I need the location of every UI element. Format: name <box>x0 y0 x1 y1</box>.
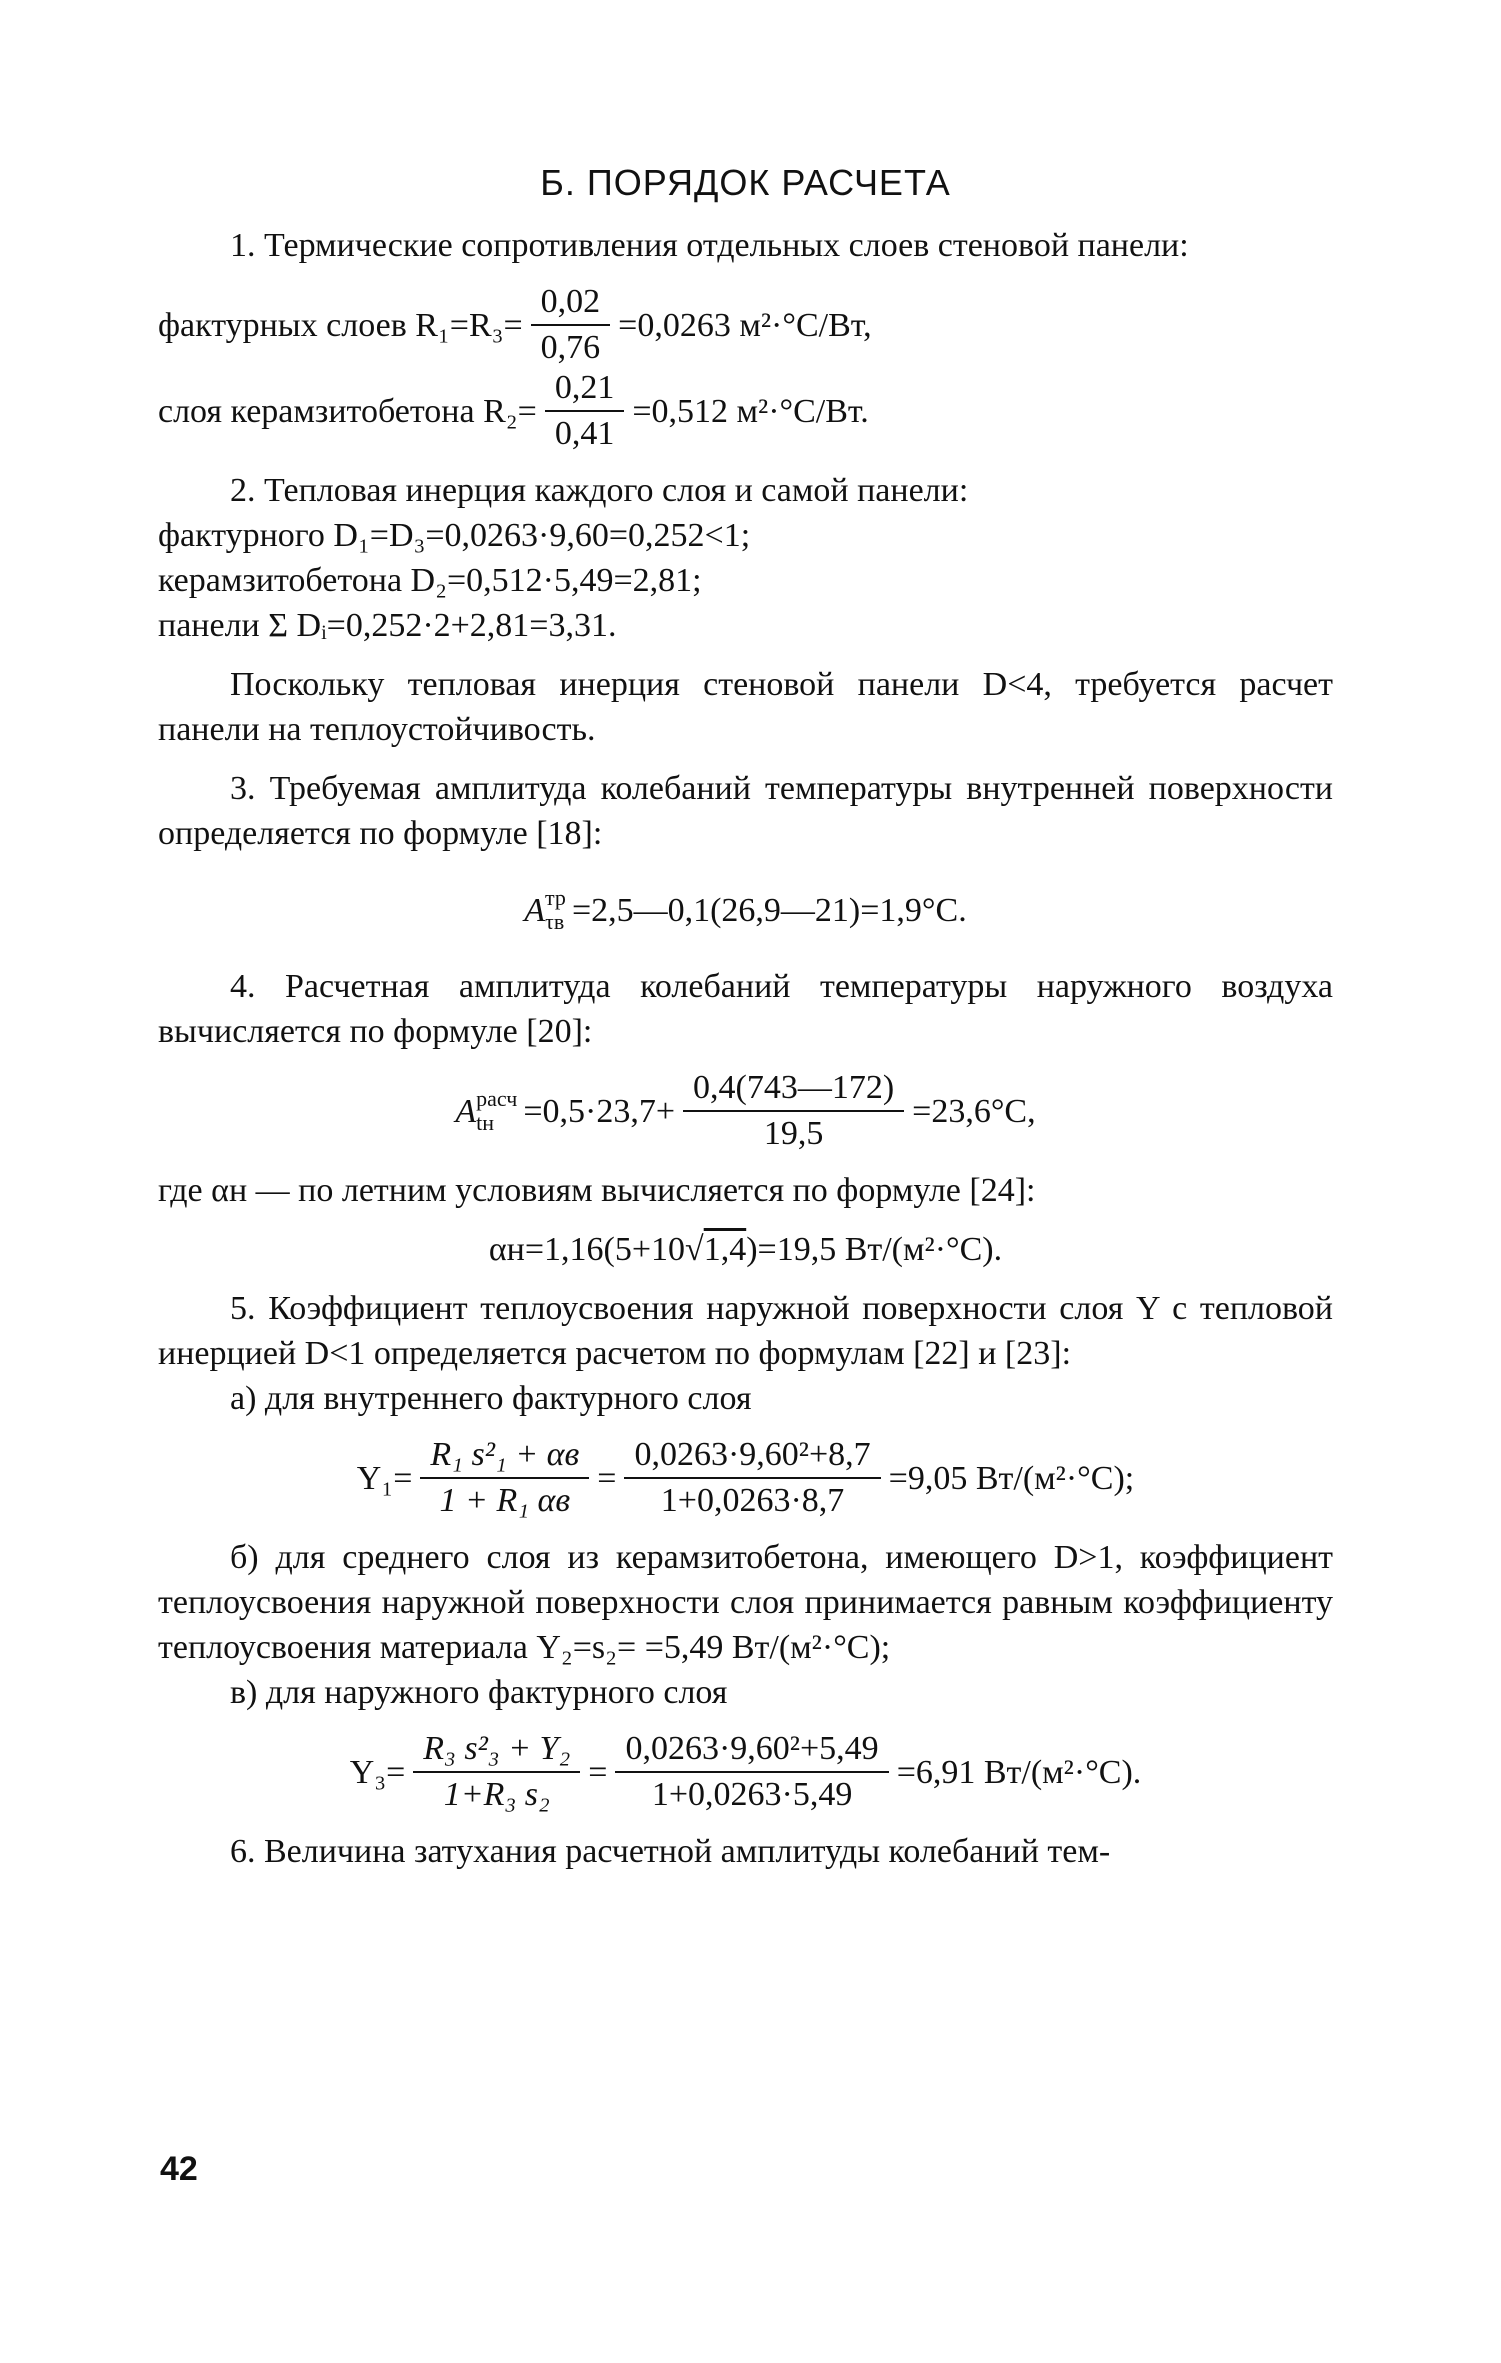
paragraph-2-note: Поскольку тепловая инерция стеновой панели D<4, требуется расчет панели на теплоустойчивость. <box>158 666 1333 748</box>
eq3-rhs: =2,5—0,1(26,9—21)=1,9°С. <box>571 891 967 929</box>
equation-alpha-n <box>158 1227 1333 1272</box>
eq7-numerator-numeric: 0,0263·9,60²+5,49 <box>615 1729 888 1773</box>
eq1-fraction <box>531 282 611 368</box>
eq2-denominator: 0,41 <box>554 415 615 452</box>
eq4-lhs-main: A <box>455 1092 477 1130</box>
eq6-denominator-symbolic: 1 + R₁ αв <box>439 1482 571 1519</box>
eq4-lhs-sub: tн <box>476 1110 495 1135</box>
eq6-suffix: =9,05 Вт/(м²·°С); <box>888 1459 1135 1497</box>
eq2-numerator: 0,21 <box>545 368 625 412</box>
eq1-prefix: фактурных слоев R₁=R₃= <box>158 306 523 344</box>
eq3-lhs-sub: τв <box>545 909 565 934</box>
paragraph-5b: б) для среднего слоя из керамзитобетона, имеющего D>1, коэффициент теплоусвоения наружной поверхности слоя принимается равным коэффициенту теплоусвоения материала Y₂=s₂= =5,49 Вт/(м²·°С); <box>158 1539 1333 1666</box>
paragraph-5a: а) для внутреннего фактурного слоя <box>230 1380 752 1417</box>
equation-amplitude-required <box>158 886 1333 934</box>
eq7-denominator-numeric: 1+0,0263·5,49 <box>651 1776 853 1813</box>
equation-y3 <box>158 1729 1333 1815</box>
eq2-fraction <box>545 368 625 454</box>
eq3-lhs-main: A <box>524 891 546 929</box>
eq4-lhs-sup: расч <box>476 1086 518 1111</box>
eq4-denominator: 19,5 <box>763 1115 824 1152</box>
eq6-fraction-symbolic <box>420 1435 589 1521</box>
eq7-equals: = <box>588 1753 608 1791</box>
eq4-lhs-indices <box>476 1087 517 1135</box>
paragraph-5: 5. Коэффициент теплоусвоения наружной поверхности слоя Y с тепловой инерцией D<1 определяется расчетом по формулам [22] и [23]: <box>158 1290 1333 1372</box>
equation-r2 <box>158 368 1333 454</box>
eq6-numerator-numeric: 0,0263·9,60²+8,7 <box>624 1435 880 1479</box>
equation-amplitude-calc <box>158 1068 1333 1154</box>
eq6-equals: = <box>597 1459 617 1497</box>
eq6-fraction-numeric <box>624 1435 880 1521</box>
eq7-fraction-numeric <box>615 1729 888 1815</box>
section-title: Б. ПОРЯДОК РАСЧЕТА <box>540 162 951 203</box>
paragraph-2-heading: 2. Тепловая инерция каждого слоя и самой панели: <box>230 472 969 509</box>
page-content <box>158 160 1333 1874</box>
paragraph-2-line-3: панели Σ Dᵢ=0,252·2+2,81=3,31. <box>158 607 617 644</box>
eq4-suffix: =23,6°С, <box>912 1092 1036 1130</box>
sqrt-sign-icon: √ <box>685 1231 704 1268</box>
equation-y1 <box>158 1435 1333 1521</box>
eq6-lhs: Y₁= <box>356 1459 413 1497</box>
paragraph-4-note: где αн — по летним условиям вычисляется по формуле [24]: <box>158 1172 1036 1209</box>
paragraph-6: 6. Величина затухания расчетной амплитуды колебаний тем- <box>230 1833 1111 1870</box>
eq6-numerator-symbolic: R₁ s²₁ + αв <box>420 1435 589 1479</box>
eq7-lhs: Y₃= <box>349 1753 406 1791</box>
paragraph-4: 4. Расчетная амплитуда колебаний температуры наружного воздуха вычисляется по формуле [20]: <box>158 968 1333 1050</box>
eq2-prefix: слоя керамзитобетона R₂= <box>158 392 537 430</box>
eq1-denominator: 0,76 <box>540 329 601 366</box>
eq3-lhs-indices <box>545 886 566 934</box>
eq7-denominator-symbolic: 1+R₃ s₂ <box>443 1776 550 1813</box>
eq6-denominator-numeric: 1+0,0263·8,7 <box>660 1482 845 1519</box>
eq1-numerator: 0,02 <box>531 282 611 326</box>
page-number: 42 <box>160 2150 198 2188</box>
eq7-numerator-symbolic: R₃ s²₃ + Y₂ <box>413 1729 580 1773</box>
paragraph-1: 1. Термические сопротивления отдельных слоев стеновой панели: <box>230 227 1189 264</box>
eq4-fraction <box>683 1068 904 1154</box>
eq5-rhs: )=19,5 Вт/(м²·°С). <box>746 1231 1003 1268</box>
eq7-fraction-symbolic <box>413 1729 580 1815</box>
paragraph-2-line-1: фактурного D₁=D₃=0,0263·9,60=0,252<1; <box>158 517 751 554</box>
eq7-suffix: =6,91 Вт/(м²·°С). <box>896 1753 1142 1791</box>
eq2-suffix: =0,512 м²·°С/Вт. <box>632 392 869 430</box>
eq5-root: 1,4 <box>703 1231 747 1268</box>
paragraph-5c: в) для наружного фактурного слоя <box>230 1674 728 1711</box>
eq1-suffix: =0,0263 м²·°С/Вт, <box>618 306 872 344</box>
paragraph-3: 3. Требуемая амплитуда колебаний температуры внутренней поверхности определяется по формуле [18]: <box>158 770 1333 852</box>
eq4-numerator: 0,4(743—172) <box>683 1068 904 1112</box>
eq3-lhs-sup: тр <box>545 885 566 910</box>
eq5-lhs: αн=1,16(5+10 <box>488 1231 686 1268</box>
paragraph-2-line-2: керамзитобетона D₂=0,512·5,49=2,81; <box>158 562 702 599</box>
eq4-mid: =0,5·23,7+ <box>523 1092 675 1130</box>
equation-r1-r3 <box>158 282 1333 368</box>
